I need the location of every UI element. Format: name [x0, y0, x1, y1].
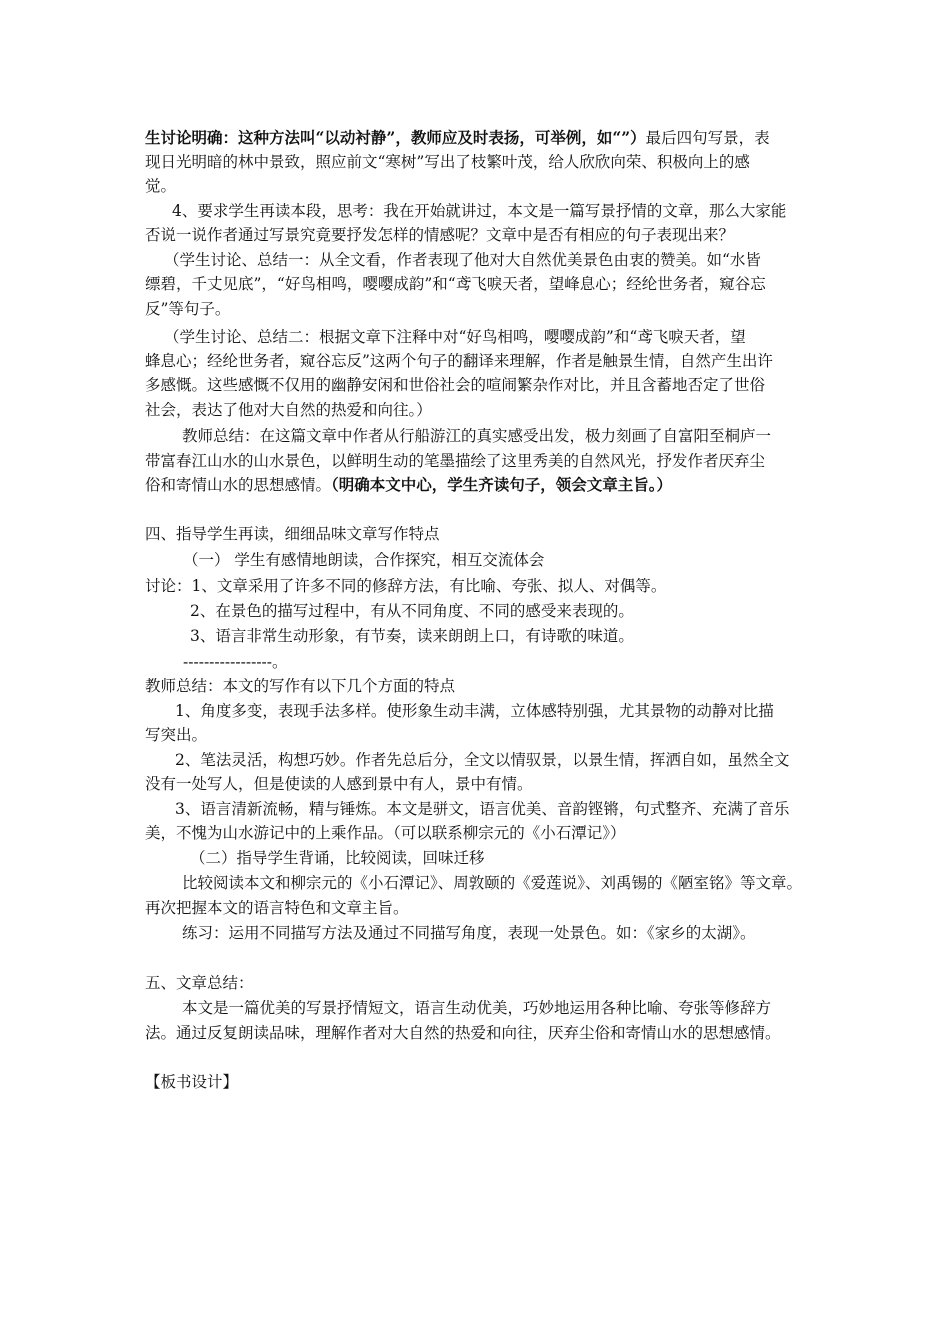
bold-discussion-text: 生讨论明确：这种方法叫“以动衬静”，教师应及时表扬，可举例，如“”） — [145, 128, 646, 147]
paragraph-3-line-3: 反”等句子。 — [145, 300, 231, 318]
writing-features-heading: 教师总结：本文的写作有以下几个方面的特点 — [145, 677, 456, 695]
section-4-sub-heading-1: （一） 学生有感情地朗读，合作探究，相互交流体会 — [183, 551, 545, 569]
board-design-heading: 【板书设计】 — [145, 1073, 239, 1091]
paragraph-2-line-2: 否说一说作者通过写景究竟要抒发怎样的情感呢？文章中是否有相应的句子表现出来？ — [145, 226, 735, 244]
feature-1-line-1: 1、角度多变，表现手法多样。使形象生动丰满，立体感特别强，尤其景物的动静对比描 — [175, 702, 774, 720]
teacher-summary-line-1: 教师总结：在这篇文章中作者从行船游江的真实感受出发，极力刻画了自富阳至桐庐一 — [182, 427, 772, 445]
paragraph-4-line-4: 社会，表达了他对大自然的热爱和向往。） — [145, 401, 432, 419]
section-4-sub-heading-2: （二）指导学生背诵，比较阅读，回味迁移 — [190, 849, 485, 867]
paragraph-4-line-2: 蜂息心；经纶世务者，窥谷忘反”这两个句子的翻译来理解，作者是触景生情，自然产生出许 — [145, 352, 773, 370]
discussion-item-1: 讨论：1、文章采用了许多不同的修辞方法，有比喻、夸张、拟人、对偶等。 — [145, 577, 667, 595]
dash-line: -----------------。 — [183, 653, 288, 671]
bold-central-idea-note: （明确本文中心，学生齐读句子，领会文章主旨。） — [331, 475, 673, 494]
paragraph-4-line-1: （学生讨论、总结二：根据文章下注释中对“好鸟相鸣，嘤嘤成韵”和“鸢飞唳天者，望 — [164, 328, 746, 346]
feature-2-line-2: 没有一处写人，但是使读的人感到景中有人，景中有情。 — [145, 775, 533, 793]
paragraph-1-line-1-rest: 最后四句写景，表 — [645, 129, 770, 147]
article-summary-line-1: 本文是一篇优美的写景抒情短文，语言生动优美，巧妙地运用各种比喻、夸张等修辞方 — [182, 999, 772, 1017]
paragraph-2-line-1: 4、要求学生再读本段，思考：我在开始就讲过，本文是一篇写景抒情的文章，那么大家能 — [172, 202, 787, 220]
article-summary-line-2: 法。通过反复朗读品味，理解作者对大自然的热爱和向往，厌弃尘俗和寄情山水的思想感情。 — [145, 1024, 781, 1042]
feature-1-line-2: 写突出。 — [145, 726, 208, 744]
discussion-item-3: 3、语言非常生动形象，有节奏，读来朗朗上口，有诗歌的味道。 — [190, 627, 634, 645]
paragraph-3-line-1: （学生讨论、总结一：从全文看，作者表现了他对大自然优美景色由衷的赞美。如“水皆 — [164, 251, 761, 269]
paragraph-1-line-2: 现日光明暗的林中景致，照应前文“寒树”写出了枝繁叶茂，给人欣欣向荣、积极向上的感 — [145, 153, 750, 171]
feature-2-line-1: 2、笔法灵活，构想巧妙。作者先总后分，全文以情驭景，以景生情，挥洒自如，虽然全文 — [175, 751, 790, 769]
section-5-heading: 五、文章总结： — [145, 974, 254, 992]
paragraph-4-line-3: 多感慨。这些感慨不仅用的幽静安闲和世俗社会的喧闹繁杂作对比，并且含蓄地否定了世俗 — [145, 376, 766, 394]
section-4-heading: 四、指导学生再读，细细品味文章写作特点 — [145, 525, 440, 543]
paragraph-1-line-1 — [145, 126, 815, 150]
paragraph-1-line-3: 觉。 — [145, 177, 177, 195]
feature-3-line-2: 美，不愧为山水游记中的上乘作品。（可以联系柳宗元的《小石潭记》） — [145, 824, 626, 842]
practice-line: 练习：运用不同描写方法及通过不同描写角度，表现一处景色。如：《家乡的太湖》。 — [182, 924, 756, 942]
compare-reading-line-1: 比较阅读本文和柳宗元的《小石潭记》、周敦颐的《爱莲说》、刘禹锡的《陋室铭》等文章。 — [182, 874, 803, 892]
discussion-item-2: 2、在景色的描写过程中，有从不同角度、不同的感受来表现的。 — [190, 602, 634, 620]
teacher-summary-line-3 — [145, 473, 815, 497]
feature-3-line-1: 3、语言清新流畅，精与锤炼。本文是骈文，语言优美、音韵铿锵，句式整齐、充满了音乐 — [175, 800, 790, 818]
paragraph-3-line-2: 缥碧，千丈见底”，“好鸟相鸣，嘤嘤成韵”和“鸢飞唳天者，望峰息心；经纶世务者，窥谷忘 — [145, 275, 766, 293]
teacher-summary-line-3-text: 俗和寄情山水的思想感情。 — [145, 476, 332, 494]
teacher-summary-line-2: 带富春江山水的山水景色，以鲜明生动的笔墨描绘了这里秀美的自然风光，抒发作者厌弃尘 — [145, 452, 766, 470]
compare-reading-line-2: 再次把握本文的语言特色和文章主旨。 — [145, 899, 409, 917]
